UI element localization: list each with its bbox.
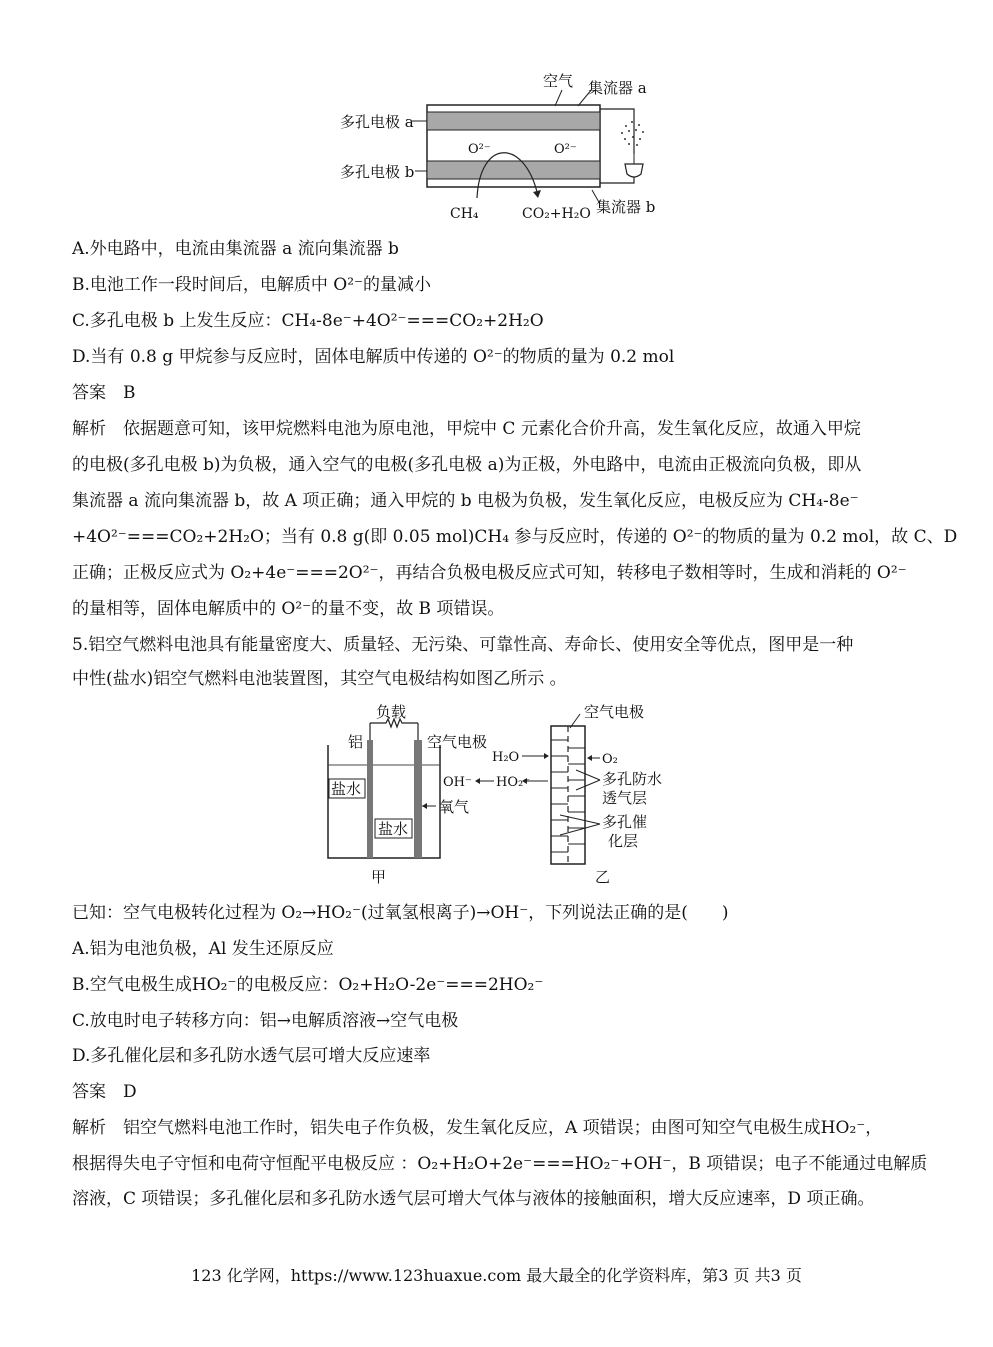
waterproof-layer-label-1: 多孔防水 [602, 770, 663, 788]
q4-analysis-line: 正确；正极反应式为 O₂+4e⁻===2O²⁻，再结合负极电极反应式可知，转移电子数相等时，生成和消耗的 O²⁻ [72, 563, 907, 583]
electrode-a-label: 多孔电极 a [340, 113, 414, 131]
waterproof-layer-label-2: 透气层 [602, 789, 648, 807]
air-electrode-label-left: 空气电极 [427, 733, 488, 751]
q5-option-a: A.铝为电池负极，Al 发生还原反应 [72, 939, 334, 959]
beaker [328, 745, 440, 858]
brine-label-1: 盐水 [331, 780, 362, 798]
ion-label-right: O²⁻ [554, 142, 577, 157]
h2o-arrowhead [544, 753, 549, 759]
q5-analysis-line: 根据得失电子守恒和电荷守恒配平电极反应 ：O₂+H₂O+2e⁻===HO₂⁻+OH⁻，B 项错误；电子不能通过电解质 [72, 1154, 928, 1174]
q5-analysis-line: 解析 铝空气燃料电池工作时，铝失电子作负极，发生氧化反应，A 项错误；由图可知空气电极生成HO₂⁻， [72, 1118, 883, 1138]
q5-analysis-line: 溶液，C 项错误；多孔催化层和多孔防水透气层可增大气体与液体的接触面积，增大反应速率，D 项正确。 [72, 1189, 875, 1209]
q5-option-b: B.空气电极生成HO₂⁻的电极反应：O₂+H₂O-2e⁻===2HO₂⁻ [72, 975, 544, 995]
h2o-label: H₂O [492, 750, 520, 765]
q5-stem-line: 中性(盐水)铝空气燃料电池装置图，其空气电极结构如图乙所示 。 [72, 669, 567, 689]
light-spark-icon [621, 121, 644, 146]
figure-caption-yi: 乙 [595, 868, 611, 886]
oh-arrowhead [475, 778, 480, 784]
load-label: 负载 [376, 703, 407, 721]
brine-label-2: 盐水 [378, 820, 409, 838]
q5-stem-line: 5.铝空气燃料电池具有能量密度大、质量轻、无污染、可靠性高、寿命长、使用安全等优点，图甲是一种 [72, 635, 854, 655]
catalyst-layer-label-2: 化层 [608, 832, 639, 850]
o2-arrowhead [587, 755, 592, 761]
q4-option-b: B.电池工作一段时间后，电解质中 O²⁻的量减小 [72, 275, 432, 295]
bulb-icon [625, 164, 643, 177]
reaction-arrowhead [533, 190, 541, 198]
air-electrode-label-right: 空气电极 [584, 703, 645, 721]
q4-answer: 答案 B [72, 383, 136, 403]
collector-a-label: 集流器 a [588, 79, 647, 97]
electrode-a-layer [427, 112, 600, 130]
q5-option-c: C.放电时电子转移方向：铝→电解质溶液→空气电极 [72, 1011, 459, 1031]
air-electrode-plate [414, 740, 422, 858]
electrode-b-label: 多孔电极 b [340, 163, 415, 181]
figure-aluminium-air-cell [318, 700, 678, 890]
figure-methane-fuel-cell [330, 68, 670, 228]
figure-caption-jia: 甲 [371, 868, 387, 886]
ch4-label: CH₄ [450, 206, 479, 222]
ho2-label: HO₂⁻ [496, 775, 531, 790]
oxygen-label: 氧气 [439, 798, 470, 816]
q4-analysis-line: 解析 依据题意可知，该甲烷燃料电池为原电池，甲烷中 C 元素化合价升高，发生氧化反应，故通入甲烷 [72, 419, 861, 439]
q4-analysis-line: 的电极(多孔电极 b)为负极，通入空气的电极(多孔电极 a)为正极，外电路中，电流由正极流向负极，即从 [72, 455, 862, 475]
q4-option-c: C.多孔电极 b 上发生反应：CH₄-8e⁻+4O²⁻===CO₂+2H₂O [72, 311, 544, 331]
aluminium-plate [367, 740, 373, 858]
air-pointer [555, 90, 562, 106]
catalyst-layer-label-1: 多孔催 [602, 813, 648, 831]
oh-label: OH⁻ [443, 775, 472, 790]
air-label: 空气 [543, 72, 574, 90]
ion-label-left: O²⁻ [468, 142, 491, 157]
oxygen-arrowhead [422, 803, 427, 809]
q4-analysis-line: 的量相等，固体电解质中的 O²⁻的量不变，故 B 项错误。 [72, 599, 505, 619]
o2-label: O₂ [602, 752, 618, 767]
q5-answer: 答案 D [72, 1082, 137, 1102]
electrode-b-layer [427, 161, 600, 179]
q4-option-d: D.当有 0.8 g 甲烷参与反应时，固体电解质中传递的 O²⁻的物质的量为 0.2 mol [72, 347, 675, 367]
collector-b-label: 集流器 b [596, 198, 656, 216]
products-label: CO₂+H₂O [522, 206, 591, 222]
q5-option-d: D.多孔催化层和多孔防水透气层可增大反应速率 [72, 1046, 431, 1066]
q4-analysis-line: 集流器 a 流向集流器 b，故 A 项正确；通入甲烷的 b 电极为负极，发生氧化反应，电极反应为 CH₄-8e⁻ [72, 491, 859, 511]
page-footer: 123 化学网，https://www.123huaxue.com 最大最全的化学资料库，第3 页 共3 页 [191, 1266, 802, 1285]
aluminium-label: 铝 [348, 733, 364, 751]
q5-known: 已知：空气电极转化过程为 O₂→HO₂⁻(过氧氢根离子)→OH⁻，下列说法正确的是( ) [72, 903, 729, 923]
q4-option-a: A.外电路中，电流由集流器 a 流向集流器 b [72, 239, 399, 259]
q4-analysis-line: +4O²⁻===CO₂+2H₂O；当有 0.8 g(即 0.05 mol)CH₄ 参与反应时，传递的 O²⁻的物质的量为 0.2 mol，故 C、D [72, 527, 958, 547]
